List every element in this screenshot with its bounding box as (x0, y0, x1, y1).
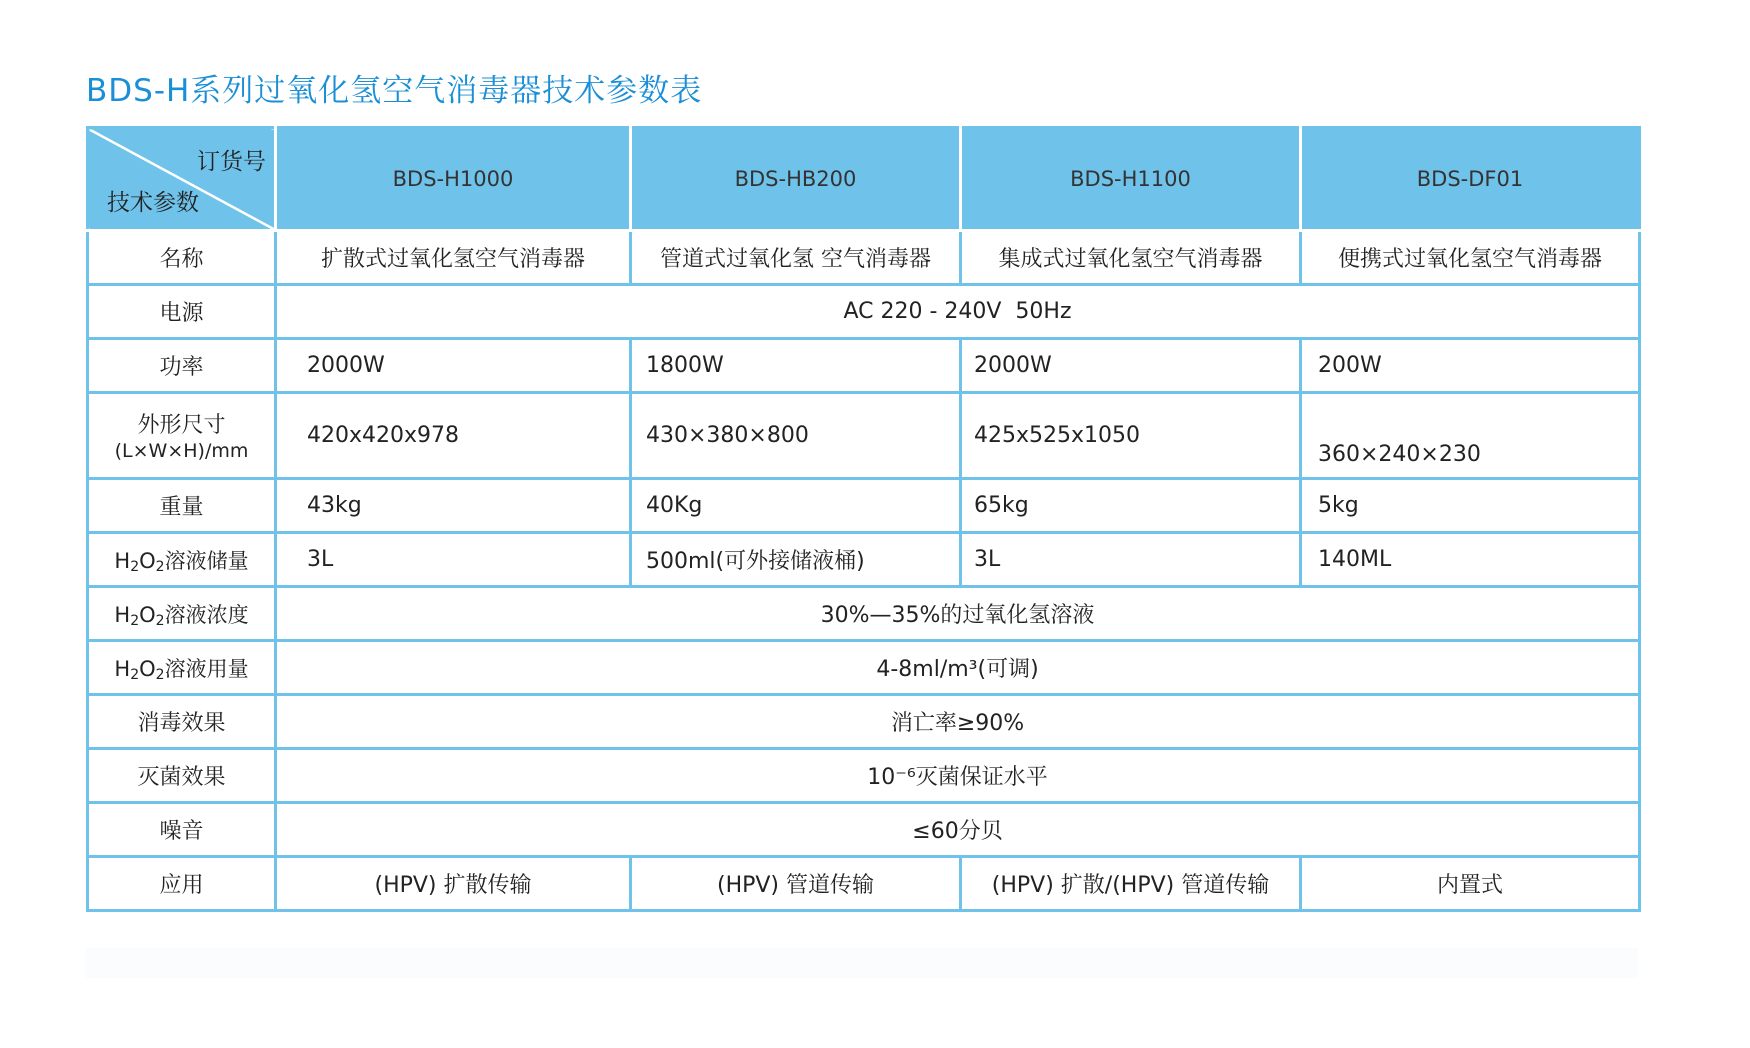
row-label (88, 393, 276, 479)
row-label: 灭菌效果 (88, 749, 276, 803)
table-row (88, 339, 1640, 393)
table-cell: 消亡率≥90% (276, 695, 1640, 749)
table-row (88, 857, 1640, 911)
table-cell: 30%—35%的过氧化氢溶液 (276, 587, 1640, 641)
row-label-unit: (L×W×H)/mm (114, 440, 249, 462)
row-label: $H_2O_2$溶液用量 (88, 641, 276, 695)
row-label: 噪音 (88, 803, 276, 857)
row-label: 应用 (88, 857, 276, 911)
table-header-row (88, 128, 1640, 231)
table-row (88, 533, 1640, 587)
table-cell: 3L (961, 533, 1301, 587)
table-cell: 10⁻⁶灭菌保证水平 (276, 749, 1640, 803)
row-label: 功率 (88, 339, 276, 393)
spec-table (86, 126, 1641, 912)
table-cell: 2000W (276, 339, 631, 393)
corner-param-label: 技术参数 (107, 190, 199, 216)
table-cell: 425x525x1050 (961, 393, 1301, 479)
table-cell: 140ML (1301, 533, 1640, 587)
model-header: BDS-H1000 (276, 128, 631, 231)
table-cell: 200W (1301, 339, 1640, 393)
table-cell: 360×240×230 (1301, 393, 1640, 479)
table-cell: 便携式过氧化氢空气消毒器 (1301, 231, 1640, 285)
corner-order-label: 订货号 (197, 149, 266, 175)
table-cell: 40Kg (631, 479, 961, 533)
row-label: 电源 (88, 285, 276, 339)
model-header: BDS-DF01 (1301, 128, 1640, 231)
table-cell: (HPV) 扩散传输 (276, 857, 631, 911)
table-cell: 内置式 (1301, 857, 1640, 911)
footer-band (86, 948, 1638, 978)
table-row (88, 695, 1640, 749)
table-row (88, 479, 1640, 533)
row-label: $H_2O_2$溶液浓度 (88, 587, 276, 641)
table-cell: (HPV) 扩散/(HPV) 管道传输 (961, 857, 1301, 911)
corner-cell (88, 128, 276, 231)
table-cell: ≤60分贝 (276, 803, 1640, 857)
table-cell: 5kg (1301, 479, 1640, 533)
table-cell: 4-8ml/m³(可调) (276, 641, 1640, 695)
table-cell: 420x420x978 (276, 393, 631, 479)
page-title: BDS-H系列过氧化氢空气消毒器技术参数表 (86, 72, 703, 109)
table-cell: (HPV) 管道传输 (631, 857, 961, 911)
table-cell: 430×380×800 (631, 393, 961, 479)
table-row (88, 231, 1640, 285)
table-cell: 1800W (631, 339, 961, 393)
table-cell: 集成式过氧化氢空气消毒器 (961, 231, 1301, 285)
table-cell: AC 220 - 240V 50Hz (276, 285, 1640, 339)
row-label-main: 外形尺寸 (137, 413, 226, 438)
table-cell: 扩散式过氧化氢空气消毒器 (276, 231, 631, 285)
row-label: 名称 (88, 231, 276, 285)
table-cell: 3L (276, 533, 631, 587)
table-row (88, 641, 1640, 695)
table-cell: 43kg (276, 479, 631, 533)
row-label: 重量 (88, 479, 276, 533)
row-label: $H_2O_2$溶液储量 (88, 533, 276, 587)
table-cell: 65kg (961, 479, 1301, 533)
model-header: BDS-HB200 (631, 128, 961, 231)
table-row (88, 587, 1640, 641)
table-row (88, 749, 1640, 803)
table-row (88, 285, 1640, 339)
model-header: BDS-H1100 (961, 128, 1301, 231)
table-cell: 500ml(可外接储液桶) (631, 533, 961, 587)
table-cell: 管道式过氧化氢 空气消毒器 (631, 231, 961, 285)
row-label: 消毒效果 (88, 695, 276, 749)
table-row (88, 803, 1640, 857)
table-cell: 2000W (961, 339, 1301, 393)
table-row (88, 393, 1640, 479)
